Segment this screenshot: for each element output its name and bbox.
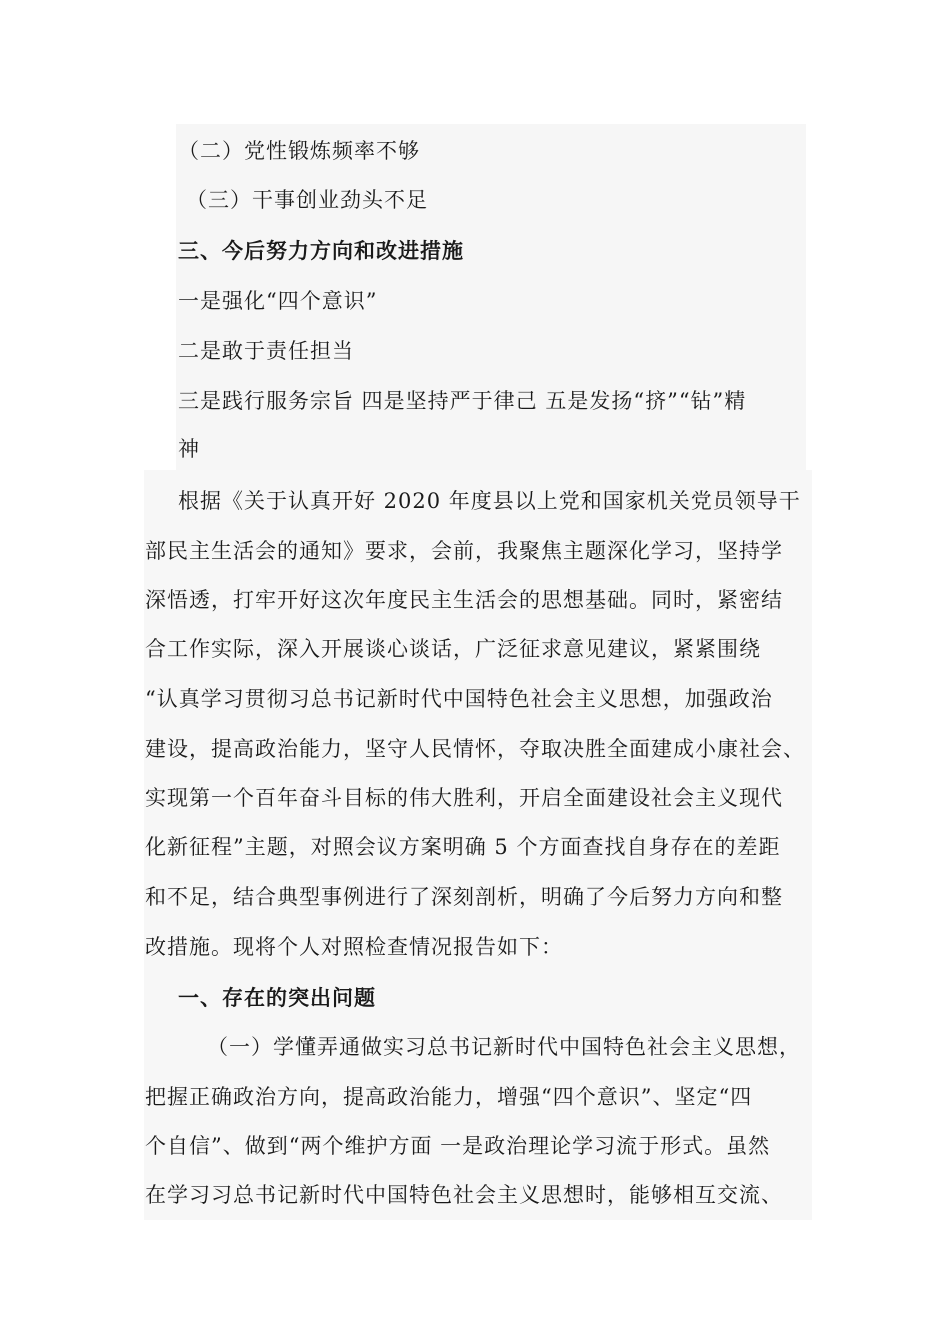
body-paragraph-1-line: 合工作实际，深入开展谈心谈话，广泛征求意见建议，紧紧围绕 xyxy=(145,637,761,661)
measure-3-line-1: 三是践行服务宗旨 四是坚持严于律己 五是发扬“挤”“钻”精 xyxy=(178,389,747,413)
body-paragraph-2-line: 把握正确政治方向，提高政治能力，增强“四个意识”、坚定“四 xyxy=(145,1085,753,1109)
body-paragraph-1-line: 根据《关于认真开好 2020 年度县以上党和国家机关党员领导干 xyxy=(178,489,801,513)
section-heading-3: 三、今后努力方向和改进措施 xyxy=(178,238,464,263)
section-heading-1: 一、存在的突出问题 xyxy=(178,985,376,1010)
body-paragraph-1-line: 部民主生活会的通知》要求，会前，我聚焦主题深化学习，坚持学 xyxy=(145,539,783,563)
body-paragraph-1-line: 建设，提高政治能力，坚守人民情怀，夺取决胜全面建成小康社会、 xyxy=(145,737,805,761)
measure-1: 一是强化“四个意识” xyxy=(178,289,378,313)
body-paragraph-2-line: 个自信”、做到“两个维护方面 一是政治理论学习流于形式。虽然 xyxy=(145,1134,771,1158)
body-paragraph-2-line: （一）学懂弄通做实习总书记新时代中国特色社会主义思想， xyxy=(207,1035,801,1059)
body-paragraph-1-line: 和不足，结合典型事例进行了深刻剖析，明确了今后努力方向和整 xyxy=(145,885,783,909)
body-paragraph-1-line: 化新征程”主题，对照会议方案明确 5 个方面查找自身存在的差距 xyxy=(145,835,781,859)
body-paragraph-1-line: 实现第一个百年奋斗目标的伟大胜利，开启全面建设社会主义现代 xyxy=(145,786,783,810)
outline-item-2: （二）党性锻炼频率不够 xyxy=(178,139,420,163)
measure-3-line-2: 神 xyxy=(178,437,200,461)
body-paragraph-1-line: 深悟透，打牢开好这次年度民主生活会的思想基础。同时，紧密结 xyxy=(145,588,783,612)
body-paragraph-1-line: “认真学习贯彻习总书记新时代中国特色社会主义思想，加强政治 xyxy=(145,687,773,711)
measure-2: 二是敢于责任担当 xyxy=(178,339,354,363)
outline-item-3: （三）干事创业劲头不足 xyxy=(186,188,428,212)
body-paragraph-1-line: 改措施。现将个人对照检查情况报告如下： xyxy=(145,935,563,959)
body-paragraph-2-line: 在学习习总书记新时代中国特色社会主义思想时，能够相互交流、 xyxy=(145,1183,783,1207)
